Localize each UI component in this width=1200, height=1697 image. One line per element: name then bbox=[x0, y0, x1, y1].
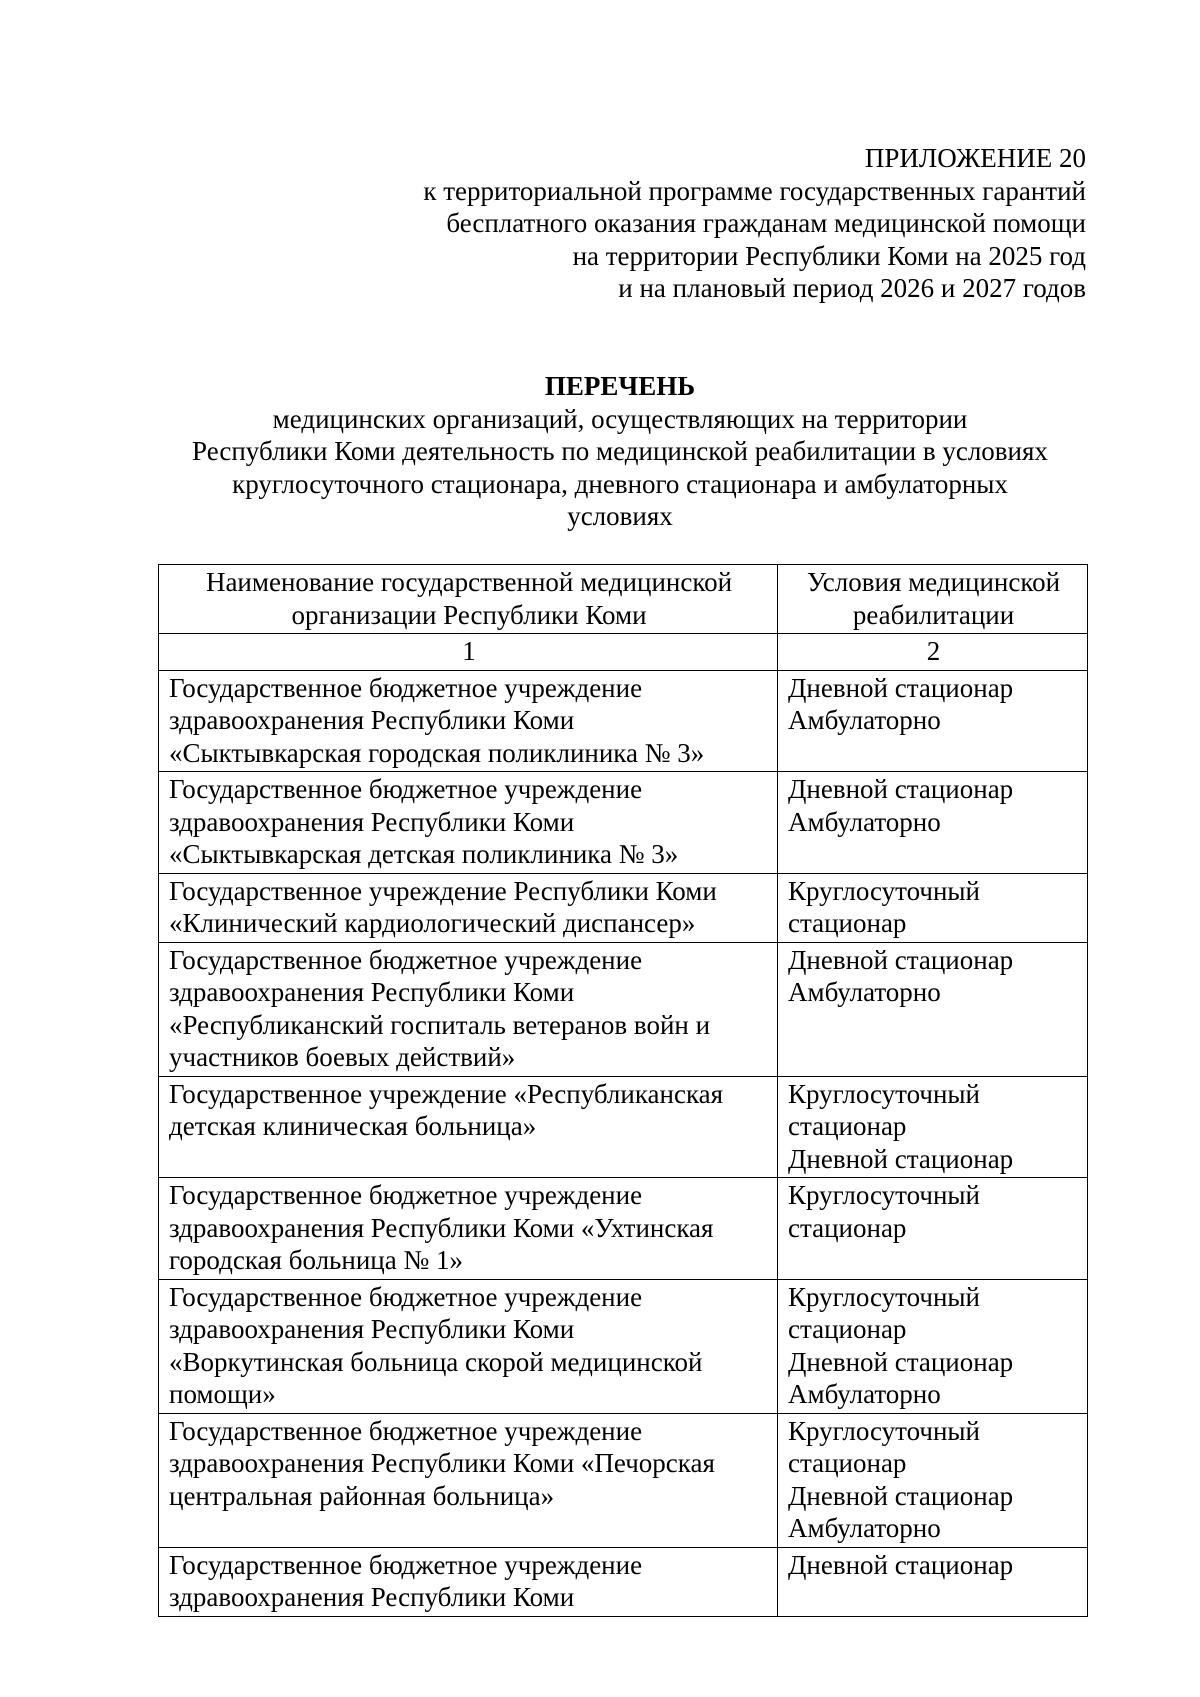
appendix-line: бесплатного оказания гражданам медицинской помощи bbox=[446, 208, 1086, 238]
column-number-row bbox=[159, 634, 1088, 671]
subtitle-line: круглосуточного стационара, дневного стационара и амбулаторных bbox=[232, 468, 1008, 499]
conditions-cell bbox=[778, 942, 1088, 1076]
organization-cell bbox=[159, 1413, 778, 1547]
subtitle-line: медицинских организаций, осуществляющих на территории bbox=[272, 403, 968, 434]
condition-line: стационар bbox=[788, 1111, 907, 1141]
organization-line: Государственное бюджетное учреждение bbox=[169, 944, 643, 975]
organization-line: помощи» bbox=[169, 1379, 276, 1409]
organization-line: детская клиническая больница» bbox=[169, 1111, 537, 1141]
organization-line: здравоохранения Республики Коми «Ухтинская bbox=[169, 1212, 714, 1243]
organization-cell bbox=[159, 772, 778, 874]
condition-line: стационар bbox=[788, 908, 907, 938]
conditions-cell bbox=[778, 1178, 1088, 1280]
condition-line: Дневной стационар bbox=[788, 774, 1014, 804]
condition-line: Амбулаторно bbox=[788, 1379, 941, 1409]
header-line: Наименование государственной медицинской bbox=[205, 567, 733, 597]
condition-line: Амбулаторно bbox=[788, 1513, 941, 1543]
organization-cell bbox=[159, 1279, 778, 1413]
condition-line: Дневной стационар bbox=[788, 1480, 1014, 1511]
table-row bbox=[159, 1413, 1088, 1547]
organization-line: «Республиканский госпиталь ветеранов войн и bbox=[169, 1009, 711, 1040]
organization-line: здравоохранения Республики Коми bbox=[169, 806, 575, 837]
condition-line: Круглосуточный bbox=[788, 1180, 980, 1210]
condition-line: стационар bbox=[788, 1212, 907, 1243]
organization-cell bbox=[159, 1178, 778, 1280]
condition-line: Дневной стационар bbox=[788, 672, 1014, 703]
table-row bbox=[159, 942, 1088, 1076]
organization-line: здравоохранения Республики Коми bbox=[169, 1314, 575, 1344]
condition-line: стационар bbox=[788, 1448, 907, 1478]
header-line: организации Республики Коми bbox=[291, 599, 647, 630]
organization-line: Государственное бюджетное учреждение bbox=[169, 1415, 643, 1446]
document-heading bbox=[160, 370, 1080, 533]
conditions-cell bbox=[778, 873, 1088, 942]
conditions-cell bbox=[778, 1279, 1088, 1413]
table-row bbox=[159, 1178, 1088, 1280]
header-line: Условия медицинской bbox=[806, 567, 1061, 597]
column-number: 1 bbox=[159, 634, 778, 671]
table-row bbox=[159, 1547, 1088, 1616]
organization-cell bbox=[159, 1547, 778, 1616]
condition-line: Круглосуточный bbox=[788, 875, 980, 906]
table-header-row bbox=[159, 565, 1088, 634]
table-body bbox=[159, 670, 1088, 1616]
condition-line: Круглосуточный bbox=[788, 1281, 980, 1312]
table-row bbox=[159, 1076, 1088, 1178]
organization-line: Государственное бюджетное учреждение bbox=[169, 672, 643, 703]
condition-line: Амбулаторно bbox=[788, 806, 941, 837]
condition-line: Дневной стационар bbox=[788, 1549, 1014, 1580]
organization-cell bbox=[159, 1076, 778, 1178]
appendix-block bbox=[326, 142, 1086, 305]
conditions-cell bbox=[778, 670, 1088, 772]
organization-line: «Клинический кардиологический диспансер» bbox=[169, 908, 696, 938]
organization-line: центральная районная больница» bbox=[169, 1480, 555, 1511]
organization-line: здравоохранения Республики Коми «Печорская bbox=[169, 1448, 715, 1478]
table-row bbox=[159, 772, 1088, 874]
appendix-line: на территории Республики Коми на 2025 год bbox=[572, 240, 1086, 271]
appendix-line: и на плановый период 2026 и 2027 годов bbox=[618, 273, 1086, 303]
condition-line: Дневной стационар bbox=[788, 944, 1014, 975]
header-line: реабилитации bbox=[852, 599, 1015, 630]
conditions-cell bbox=[778, 772, 1088, 874]
organization-line: участников боевых действий» bbox=[169, 1042, 516, 1072]
organization-line: здравоохранения Республики Коми bbox=[169, 977, 575, 1007]
header-organization bbox=[159, 565, 778, 634]
organizations-table bbox=[158, 564, 1088, 1617]
condition-line: стационар bbox=[788, 1314, 907, 1344]
organization-line: здравоохранения Республики Коми bbox=[169, 1582, 575, 1612]
subtitle-line: Республики Коми деятельность по медицинской реабилитации в условиях bbox=[192, 436, 1048, 466]
organization-line: Государственное бюджетное учреждение bbox=[169, 1281, 643, 1312]
organization-line: «Сыктывкарская детская поликлиника № 3» bbox=[169, 839, 679, 869]
condition-line: Дневной стационар bbox=[788, 1346, 1014, 1377]
appendix-line: ПРИЛОЖЕНИЕ 20 bbox=[864, 143, 1086, 173]
organization-line: Государственное учреждение Республики Коми bbox=[169, 875, 717, 906]
organization-line: «Сыктывкарская городская поликлиника № 3» bbox=[169, 737, 705, 768]
table-row bbox=[159, 670, 1088, 772]
organization-cell bbox=[159, 873, 778, 942]
document-title: ПЕРЕЧЕНЬ bbox=[544, 371, 696, 401]
organization-line: городская больница № 1» bbox=[169, 1245, 463, 1275]
condition-line: Амбулаторно bbox=[788, 977, 941, 1007]
conditions-cell bbox=[778, 1547, 1088, 1616]
table-row bbox=[159, 1279, 1088, 1413]
organization-cell bbox=[159, 942, 778, 1076]
organization-line: Государственное бюджетное учреждение bbox=[169, 1180, 643, 1210]
header-conditions bbox=[778, 565, 1088, 634]
conditions-cell bbox=[778, 1076, 1088, 1178]
column-number: 2 bbox=[778, 634, 1088, 671]
appendix-line: к территориальной программе государственных гарантий bbox=[423, 175, 1086, 206]
condition-line: Амбулаторно bbox=[788, 705, 941, 735]
organization-line: здравоохранения Республики Коми bbox=[169, 705, 575, 735]
organization-line: Государственное бюджетное учреждение bbox=[169, 774, 643, 804]
organization-cell bbox=[159, 670, 778, 772]
condition-line: Круглосуточный bbox=[788, 1078, 980, 1109]
subtitle-line: условиях bbox=[567, 501, 673, 531]
organization-line: Государственное учреждение «Республиканская bbox=[169, 1078, 724, 1109]
condition-line: Круглосуточный bbox=[788, 1415, 980, 1446]
table-row bbox=[159, 873, 1088, 942]
organization-line: «Воркутинская больница скорой медицинской bbox=[169, 1346, 703, 1377]
conditions-cell bbox=[778, 1413, 1088, 1547]
organization-line: Государственное бюджетное учреждение bbox=[169, 1549, 643, 1580]
condition-line: Дневной стационар bbox=[788, 1143, 1014, 1174]
